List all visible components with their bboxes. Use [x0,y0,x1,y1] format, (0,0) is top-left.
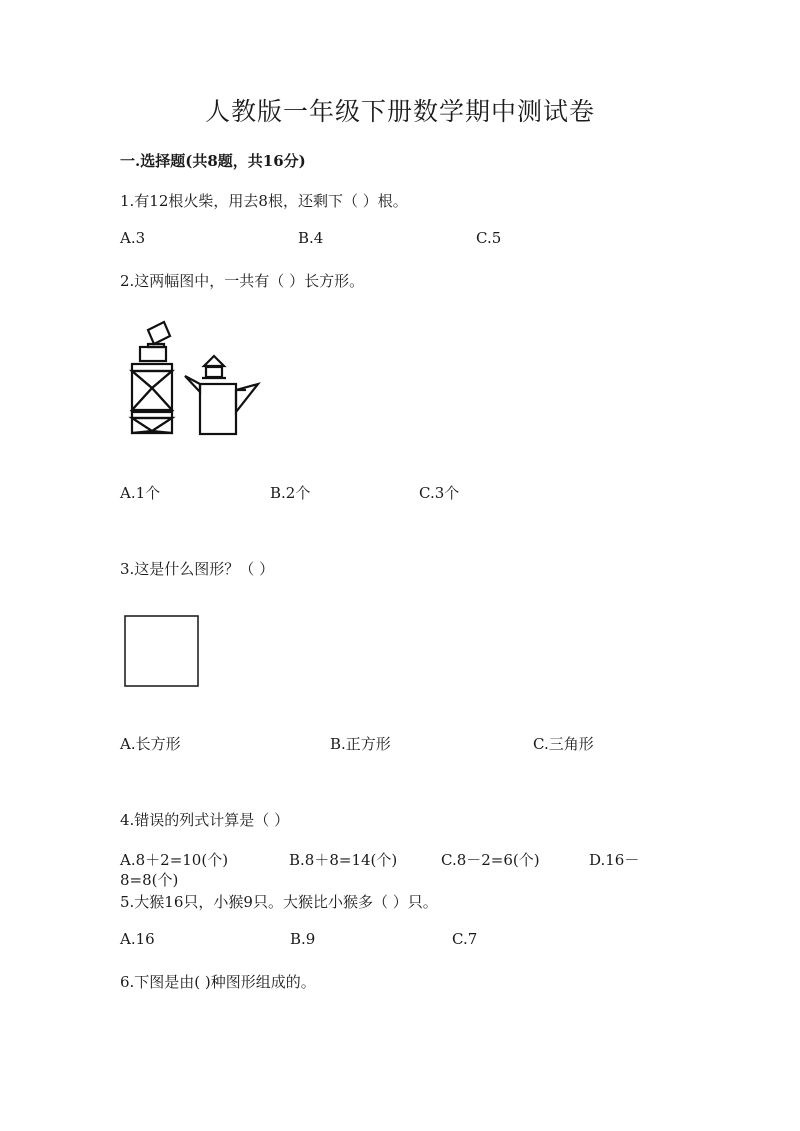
question-6-stem: 6.下图是由( )种图形组成的。 [120,973,316,991]
square-figure-image [122,613,202,689]
tangram-figures-image [118,318,268,442]
question-4-option-d-wrap: 8=8(个) [120,871,179,889]
question-5-stem: 5.大猴16只，小猴9只。大猴比小猴多（ ）只。 [120,893,438,911]
question-1-option-a[interactable]: A.3 [120,229,146,247]
question-4-option-d[interactable]: D.16－ [589,851,640,869]
page-title: 人教版一年级下册数学期中测试卷 [204,97,595,126]
question-5-option-a[interactable]: A.16 [120,930,155,948]
question-4-option-c[interactable]: C.8－2=6(个) [441,851,540,869]
question-5-option-b[interactable]: B.9 [290,930,316,948]
question-4-stem: 4.错误的列式计算是（ ） [120,811,290,829]
question-2-option-b[interactable]: B.2个 [270,484,311,502]
question-2-option-a[interactable]: A.1个 [120,484,161,502]
section-heading: 一.选择题(共8题，共16分) [120,152,306,170]
question-4-option-b[interactable]: B.8＋8=14(个) [289,851,398,869]
question-2-stem: 2.这两幅图中，一共有（ ）长方形。 [120,272,365,290]
question-3-stem: 3.这是什么图形？（ ） [120,560,275,578]
question-3-option-a[interactable]: A.长方形 [120,735,181,753]
question-1-option-c[interactable]: C.5 [476,229,502,247]
question-5-option-c[interactable]: C.7 [452,930,478,948]
question-1-stem: 1.有12根火柴，用去8根，还剩下（ ）根。 [120,192,408,210]
question-4-option-a[interactable]: A.8＋2=10(个) [120,851,229,869]
question-3-option-b[interactable]: B.正方形 [330,735,391,753]
question-3-option-c[interactable]: C.三角形 [533,735,594,753]
question-2-option-c[interactable]: C.3个 [419,484,460,502]
question-1-option-b[interactable]: B.4 [298,229,324,247]
